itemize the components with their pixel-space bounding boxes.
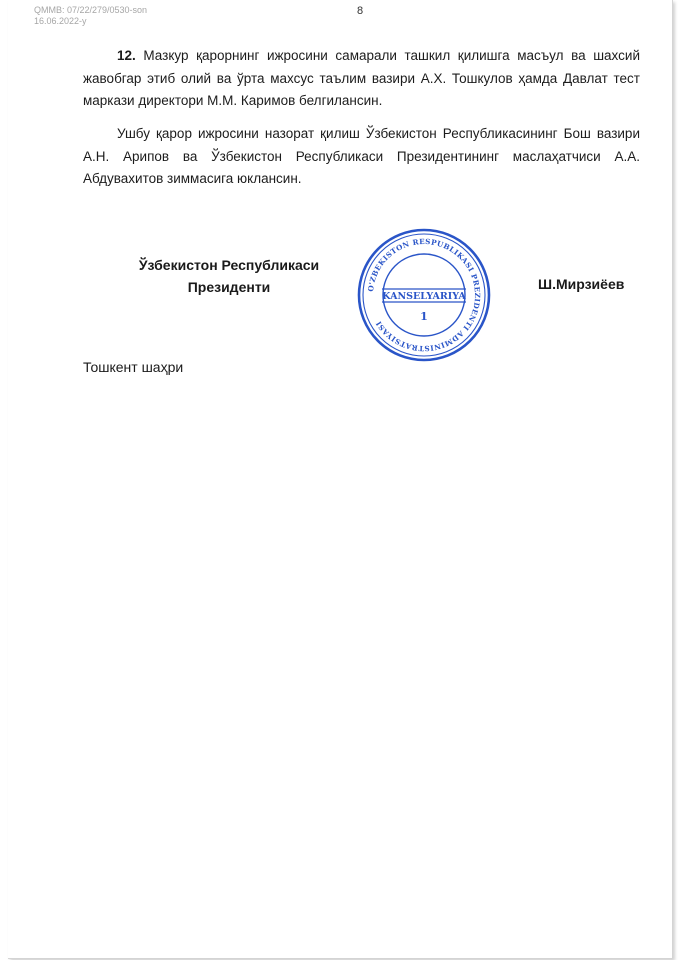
signatory-title-line-1: Ўзбекистон Республикаси [138,257,320,273]
place-of-signing: Тошкент шаҳри [83,359,184,375]
seal-ring-text: O'ZBEKISTON RESPUBLIKASI PREZIDENTI ADMINISTRATSIYASI [366,236,483,354]
paragraph-12 [83,45,640,113]
document-page [8,0,673,959]
seal-center-text: KANSELYARIYA [382,291,466,302]
paragraph-number: 12. [117,48,136,63]
signatory-title [111,254,347,298]
paragraph-12-text: Мазкур қарорнинг ижросини самарали ташкил қилишга масъул ва шахсий жавобгар этиб олий ва ўрта махсус таълим вазири А.Х. Тошкулов ҳамда Давлат тест маркази директори М.М. Каримов белгилансин. [83,48,640,108]
control-paragraph [83,123,640,191]
official-seal [356,227,492,363]
registration-date: 16.06.2022-y [34,16,87,26]
control-paragraph-text: Ушбу қарор ижросини назорат қилиш Ўзбекистон Республикасининг Бош вазири А.Н. Арипов ва Ўзбекистон Республикаси Президентининг маслаҳатчиси А.А. Абдувахитов зиммасига юклансин. [83,126,640,186]
signatory-title-line-2: Президенти [187,279,271,295]
registration-number: QMMB: 07/22/279/0530-son [34,5,148,15]
page-number: 8 [356,5,364,17]
seal-number: 1 [420,310,428,323]
signer-name: Ш.Мирзиёев [538,276,625,292]
